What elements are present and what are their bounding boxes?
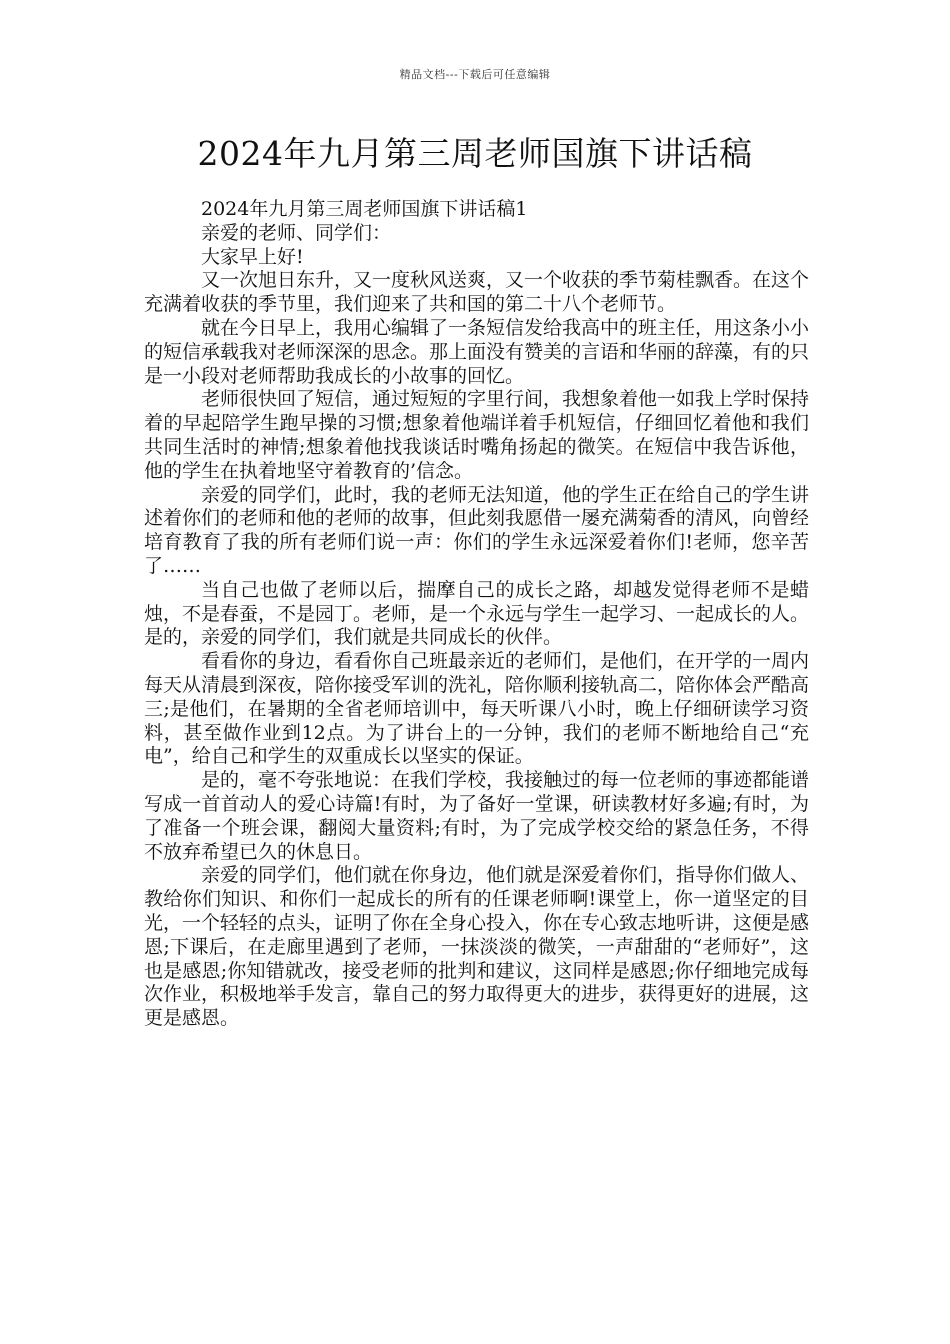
document-title: 2024年九月第三周老师国旗下讲话稿 <box>197 134 753 173</box>
header-note: 精品文档---下载后可任意编辑 <box>399 68 551 81</box>
body-paragraph: 亲爱的同学们，他们就在你身边，他们就是深爱着你们，指导你们做人、教给你们知识、和你们一起成长的所有的任课老师啊!课堂上，你一道坚定的目光，一个轻轻的点头，证明了你在全身心投入，你在专心致志地听讲，这便是感恩;下课后，在走廊里遇到了老师，一抹淡淡的微笑，一声甜甜的“老师好”，这也是感恩;你知错就改，接受老师的批判和建议，这同样是感恩;你仔细地完成每次作业，积极地举手发言，靠自己的努力取得更大的进步，获得更好的进展，这更是感恩。 <box>144 864 810 1030</box>
body-paragraph: 老师很快回了短信，通过短短的字里行间，我想象着他一如我上学时保持着的早起陪学生跑早操的习惯;想象着他端详着手机短信，仔细回忆着他和我们共同生活时的神情;想象着他找我谈话时嘴角扬起的微笑。在短信中我告诉他，他的学生在执着地坚守着教育的’信念。 <box>144 388 810 482</box>
body-paragraph: 当自己也做了老师以后，揣摩自己的成长之路，却越发觉得老师不是蜡烛，不是春蚕，不是园丁。老师，是一个永远与学生一起学习、一起成长的人。是的，亲爱的同学们，我们就是共同成长的伙伴。 <box>144 578 810 649</box>
body-paragraph: 就在今日早上，我用心编辑了一条短信发给我高中的班主任，用这条小小的短信承载我对老师深深的思念。那上面没有赞美的言语和华丽的辞藻，有的只是一小段对老师帮助我成长的小故事的回忆。 <box>144 316 810 387</box>
body-paragraph: 又一次旭日东升，又一度秋风送爽，又一个收获的季节菊桂飘香。在这个充满着收获的季节里，我们迎来了共和国的第二十八个老师节。 <box>144 269 810 316</box>
greeting-paragraph: 大家早上好! <box>201 245 304 268</box>
body-paragraph: 看看你的身边，看看你自己班最亲近的老师们，是他们，在开学的一周内每天从清晨到深夜，陪你接受军训的洗礼，陪你顺利接轨高二，陪你体会严酷高三;是他们，在暑期的全省老师培训中，每天听课八小时，晚上仔细研读学习资料，甚至做作业到12点。为了讲台上的一分钟，我们的老师不断地给自己“充电”，给自己和学生的双重成长以坚实的保证。 <box>144 650 810 768</box>
salutation-paragraph: 亲爱的老师、同学们： <box>201 221 392 244</box>
subtitle-paragraph: 2024年九月第三周老师国旗下讲话稿1 <box>201 198 528 220</box>
document-body <box>144 198 809 1031</box>
body-paragraph: 亲爱的同学们，此时，我的老师无法知道，他的学生正在给自己的学生讲述着你们的老师和他的老师的故事，但此刻我愿借一屡充满菊香的清风，向曾经培育教育了我的所有老师们说一声：你们的学生永远深爱着你们!老师，您辛苦了…… <box>144 483 810 577</box>
body-paragraph: 是的，毫不夸张地说：在我们学校，我接触过的每一位老师的事迹都能谱写成一首首动人的爱心诗篇!有时，为了备好一堂课，研读教材好多遍;有时，为了准备一个班会课，翻阅大量资料;有时，为了完成学校交给的紧急任务，不得不放弃希望已久的休息日。 <box>144 769 810 863</box>
